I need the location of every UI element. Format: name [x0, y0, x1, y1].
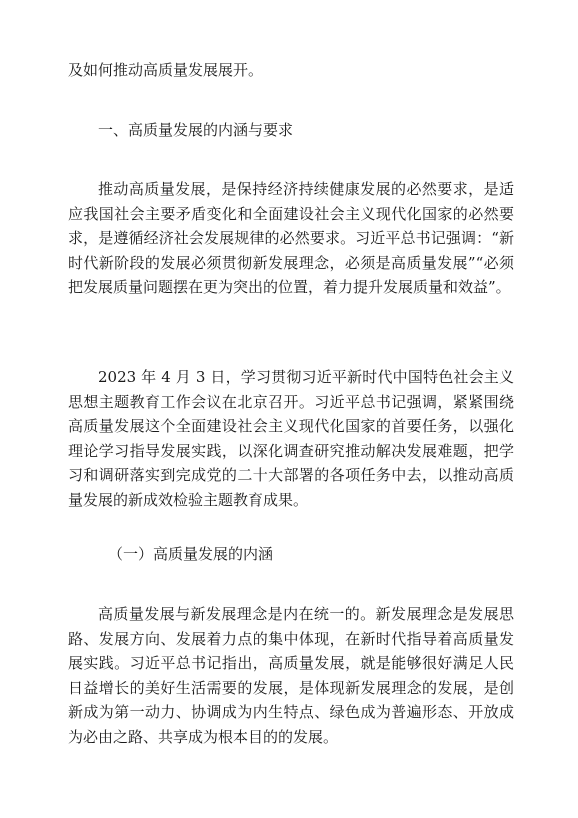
subsection-heading: （一）高质量发展的内涵 — [108, 545, 274, 563]
body-paragraph-2: 2023 年 4 月 3 日，学习贯彻习近平新时代中国特色社会主义思想主题教育工作会议在北京召开。习近平总书记强调，紧紧围绕高质量发展这个全面建设社会主义现代化国家的首要任务，以强化理论学习指导发展实践，以深化调查研究推动解决发展难题，把学习和调研落实到完成党的二十大部署的各项任务中去，以推动高质量发展的新成效检验主题教育成果。 — [68, 368, 514, 509]
body-paragraph-1: 推动高质量发展，是保持经济持续健康发展的必然要求，是适应我国社会主要矛盾变化和全面建设社会主义现代化国家的必然要求，是遵循经济社会发展规律的必然要求。习近平总书记强调：“新时代新阶段的发展必须贯彻新发展理念，必须是高质量发展”“必须把发展质量问题摆在更为突出的位置，着力提升发展质量和效益”。 — [68, 180, 514, 296]
continuation-paragraph: 及如何推动高质量发展展开。 — [68, 61, 264, 79]
body-paragraph-3: 高质量发展与新发展理念是内在统一的。新发展理念是发展思路、发展方向、发展着力点的集中体现，在新时代指导着高质量发展实践。习近平总书记指出，高质量发展，就是能够很好满足人民日益增长的美好生活需要的发展，是体现新发展理念的发展，是创新成为第一动力、协调成为内生特点、绿色成为普遍形态、开放成为必由之路、共享成为根本目的的发展。 — [68, 605, 514, 746]
section-heading: 一、高质量发展的内涵与要求 — [98, 121, 294, 139]
